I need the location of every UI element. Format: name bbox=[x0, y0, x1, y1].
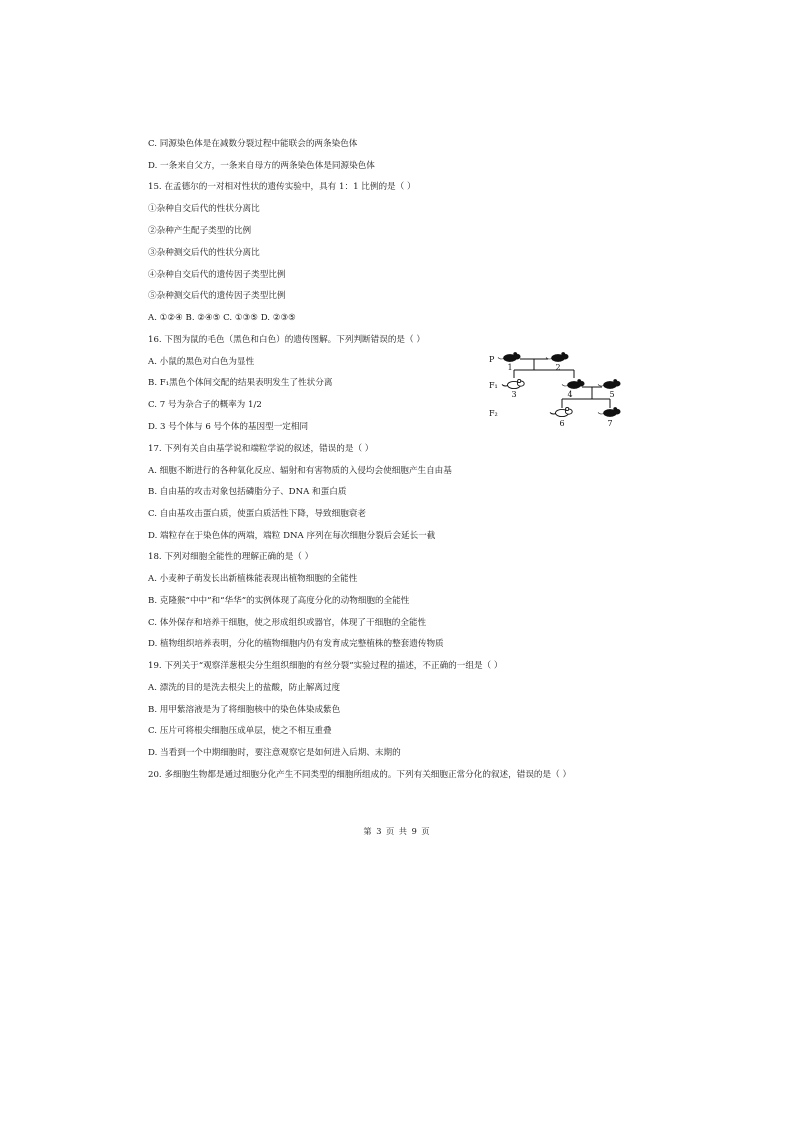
q17-option-c: C. 自由基攻击蛋白质，使蛋白质活性下降，导致细胞衰老 bbox=[148, 509, 366, 519]
q15-item-5: ⑤杂种测交后代的遗传因子类型比例 bbox=[148, 291, 286, 301]
q18-option-a: A. 小麦种子萌发长出新植株能表现出植物细胞的全能性 bbox=[148, 574, 358, 584]
q18-option-b: B. 克隆猴“中中”和“华华”的实例体现了高度分化的动物细胞的全能性 bbox=[148, 596, 410, 606]
q15-options: A. ①②④ B. ②④⑤ C. ①③⑤ D. ②③⑤ bbox=[148, 313, 296, 323]
q19-option-a: A. 漂洗的目的是洗去根尖上的盐酸，防止解离过度 bbox=[148, 683, 341, 693]
q16-option-c: C. 7 号为杂合子的概率为 1/2 bbox=[148, 400, 262, 410]
line-1: C. 同源染色体是在减数分裂过程中能联会的两条染色体 bbox=[148, 139, 358, 149]
q19-option-b: B. 用甲紫溶液是为了将细胞核中的染色体染成紫色 bbox=[148, 705, 341, 715]
individual-label: 3 bbox=[511, 390, 517, 399]
generation-label-p: P bbox=[489, 355, 495, 364]
individual-label: 6 bbox=[559, 419, 565, 428]
q16-option-b: B. F₁黑色个体间交配的结果表明发生了性状分离 bbox=[148, 378, 333, 388]
q19-option-c: C. 压片可将根尖细胞压成单层，使之不相互重叠 bbox=[148, 726, 332, 736]
question-19-stem: 19. 下列关于“观察洋葱根尖分生组织细胞的有丝分裂”实验过程的描述，不正确的一组是（ ） bbox=[148, 661, 503, 671]
q17-option-b: B. 自由基的攻击对象包括磷脂分子、DNA 和蛋白质 bbox=[148, 487, 347, 497]
mice-layer bbox=[498, 352, 620, 428]
q15-item-4: ④杂种自交后代的遗传因子类型比例 bbox=[148, 270, 286, 280]
q16-option-a: A. 小鼠的黑色对白色为显性 bbox=[148, 357, 255, 367]
question-16-stem: 16. 下图为鼠的毛色（黑色和白色）的遗传图解。下列判断错误的是（ ） bbox=[148, 335, 425, 345]
mouse-black-icon bbox=[562, 379, 584, 388]
individual-label: 2 bbox=[555, 363, 561, 372]
question-18-stem: 18. 下列对细胞全能性的理解正确的是（ ） bbox=[148, 552, 314, 562]
page-number: 第 3 页 共 9 页 bbox=[363, 826, 431, 836]
mouse-black-icon bbox=[498, 352, 520, 361]
pedigree-diagram bbox=[486, 350, 626, 436]
q19-option-d: D. 当看到一个中期细胞时，要注意观察它是如何进入后期、末期的 bbox=[148, 748, 401, 758]
q15-item-1: ①杂种自交后代的性状分离比 bbox=[148, 204, 260, 214]
pedigree-lines bbox=[514, 359, 610, 408]
mouse-white-icon bbox=[502, 379, 524, 388]
q17-option-a: A. 细胞不断进行的各种氧化反应、辐射和有害物质的入侵均会使细胞产生自由基 bbox=[148, 466, 452, 476]
individual-label: 1 bbox=[507, 363, 513, 372]
individual-label: 5 bbox=[609, 390, 615, 399]
generation-label-f2: F₂ bbox=[489, 409, 498, 418]
q18-option-d: D. 植物组织培养表明，分化的植物细胞内仍有发育成完整植株的整套遗传物质 bbox=[148, 639, 444, 649]
mouse-black-icon bbox=[598, 407, 620, 416]
line-2: D. 一条来自父方，一条来自母方的两条染色体是同源染色体 bbox=[148, 161, 375, 171]
q16-option-d: D. 3 号个体与 6 号个体的基因型一定相同 bbox=[148, 422, 309, 432]
q17-option-d: D. 端粒存在于染色体的两端，端粒 DNA 序列在每次细胞分裂后会延长一截 bbox=[148, 531, 436, 541]
mouse-black-icon bbox=[546, 352, 568, 361]
individual-label: 4 bbox=[567, 390, 573, 399]
question-20-stem: 20. 多细胞生物都是通过细胞分化产生不同类型的细胞所组成的。下列有关细胞正常分化的叙述，错误的是（ ） bbox=[148, 770, 572, 780]
individual-label: 7 bbox=[607, 419, 613, 428]
mouse-white-icon bbox=[550, 407, 572, 416]
question-15-stem: 15. 在孟德尔的一对相对性状的遗传实验中，具有 1：1 比例的是（ ） bbox=[148, 182, 416, 192]
q18-option-c: C. 体外保存和培养干细胞，使之形成组织或器官，体现了干细胞的全能性 bbox=[148, 618, 427, 628]
question-17-stem: 17. 下列有关自由基学说和端粒学说的叙述，错误的是（ ） bbox=[148, 444, 374, 454]
generation-label-f1: F₁ bbox=[489, 381, 498, 390]
q15-item-3: ③杂种测交后代的性状分离比 bbox=[148, 248, 260, 258]
q15-item-2: ②杂种产生配子类型的比例 bbox=[148, 226, 252, 236]
